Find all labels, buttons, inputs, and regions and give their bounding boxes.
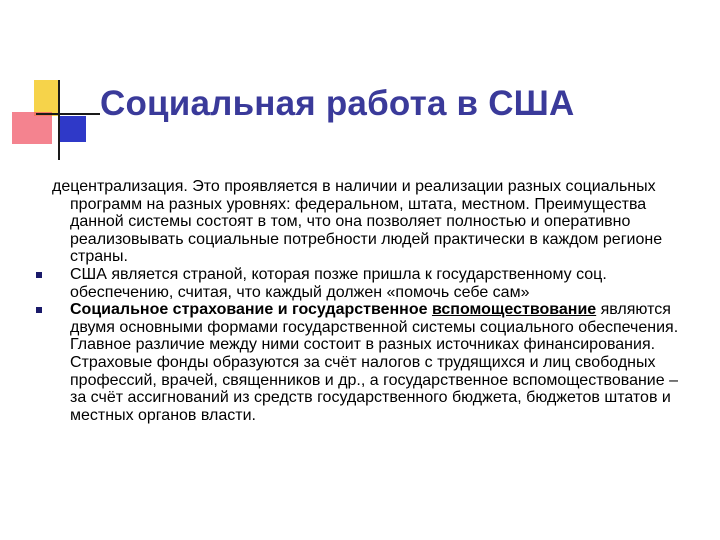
bullet-square-icon: [36, 272, 42, 278]
slide-logo: [0, 0, 110, 170]
paragraph-text: децентрализация. Это проявляется в наличии и реализации разных социальных программ на разных уровнях: федеральном, штата, местном. Преимущества данной системы состоят в том, что она позволяет полностью и оперативно реализовывать социальные потребности людей практически в каждом регионе страны.: [52, 178, 663, 266]
logo-horizontal-line: [36, 113, 100, 115]
bullet-square-icon: [36, 307, 42, 313]
bullet-text: являются двумя основными формами государственной системы социального обеспечения. Главное различие между ними состоит в разных источниках финансирования. Страховые фонды образуются за счёт налогов с трудящихся и лиц свободных профессий, врачей, священников и др., а государственное вспомоществование – за счёт ассигнований из средств государственного бюджета, бюджетов штатов и местных органов власти.: [70, 301, 679, 424]
bullet-item-insurance: [52, 301, 692, 424]
logo-red-square: [12, 112, 52, 144]
bullet-text: США является страной, которая позже пришла к государственному соц. обеспечению, считая, что каждый должен «помочь себе сам»: [70, 265, 607, 301]
logo-vertical-line: [58, 80, 60, 160]
bullet-item-usa: [52, 266, 692, 301]
slide-body: [52, 178, 692, 424]
slide-title: Социальная работа в США: [100, 84, 575, 123]
bold-term-insurance: Социальное страхование и государственное: [70, 301, 428, 319]
logo-blue-square: [60, 116, 86, 142]
bold-term-assistance: вспомоществование: [431, 301, 597, 319]
logo-yellow-square: [34, 80, 60, 116]
paragraph-decentralization: [52, 178, 692, 266]
